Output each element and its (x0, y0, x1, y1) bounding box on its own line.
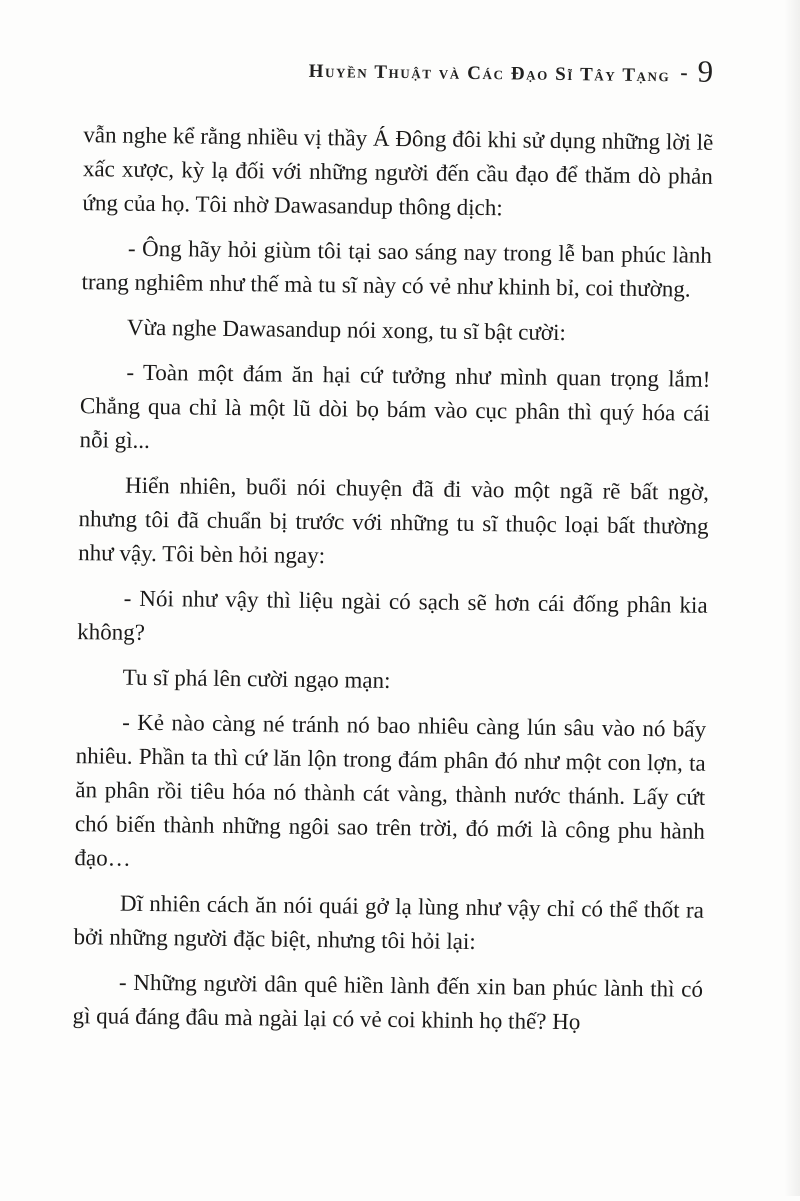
paragraph: - Toàn một đám ăn hại cứ tưởng như mình quan trọng lắm! Chẳng qua chỉ là một lũ dòi bọ bám vào cục phân thì quý hóa cái nỗi gì... (79, 355, 710, 465)
paragraph: - Những người dân quê hiền lành đến xin ban phúc lành thì có gì quá đáng đâu mà ngài lại có vẻ coi khinh họ thế? Họ (72, 965, 703, 1041)
paragraph: - Ông hãy hỏi giùm tôi tại sao sáng nay trong lễ ban phúc lành trang nghiêm như thế mà tu sĩ này có vẻ như khinh bỉ, coi thường. (81, 231, 712, 307)
paragraph: Hiển nhiên, buổi nói chuyện đã đi vào một ngã rẽ bất ngờ, nhưng tôi đã chuẩn bị trước với những tu sĩ thuộc loại bất thường như vậy. Tôi bèn hỏi ngay: (78, 468, 709, 578)
paragraph: Tu sĩ phá lên cười ngạo mạn: (76, 660, 706, 702)
page-number: 9 (697, 54, 713, 90)
book-title: Huyền Thuật và Các Đạo Sĩ Tây Tạng (309, 61, 671, 87)
header-separator: - (680, 59, 688, 85)
paragraph: vẫn nghe kể rằng nhiều vị thầy Á Đông đôi khi sử dụng những lời lẽ xấc xược, kỳ lạ đối với những người đến cầu đạo để thăm dò phản ứng của họ. Tôi nhờ Dawasandup thông dịch: (82, 118, 713, 228)
paragraph: Dĩ nhiên cách ăn nói quái gở lạ lùng như vậy chỉ có thể thốt ra bởi những người đặc biệt, nhưng tôi hỏi lại: (73, 886, 704, 962)
paragraph: Vừa nghe Dawasandup nói xong, tu sĩ bật cười: (81, 310, 711, 352)
paragraph: - Nói như vậy thì liệu ngài có sạch sẽ hơn cái đống phân kia không? (77, 581, 708, 657)
body-text (72, 118, 713, 1052)
paragraph: - Kẻ nào càng né tránh nó bao nhiêu càng lún sâu vào nó bấy nhiêu. Phần ta thì cứ lăn lộn trong đám phân đó như một con lợn, ta ăn phân rồi tiêu hóa nó thành cát vàng, thành nước thánh. Lấy cứt chó biến thành những ngôi sao trên trời, đó mới là công phu hành đạo… (74, 705, 706, 883)
running-header (309, 49, 714, 90)
